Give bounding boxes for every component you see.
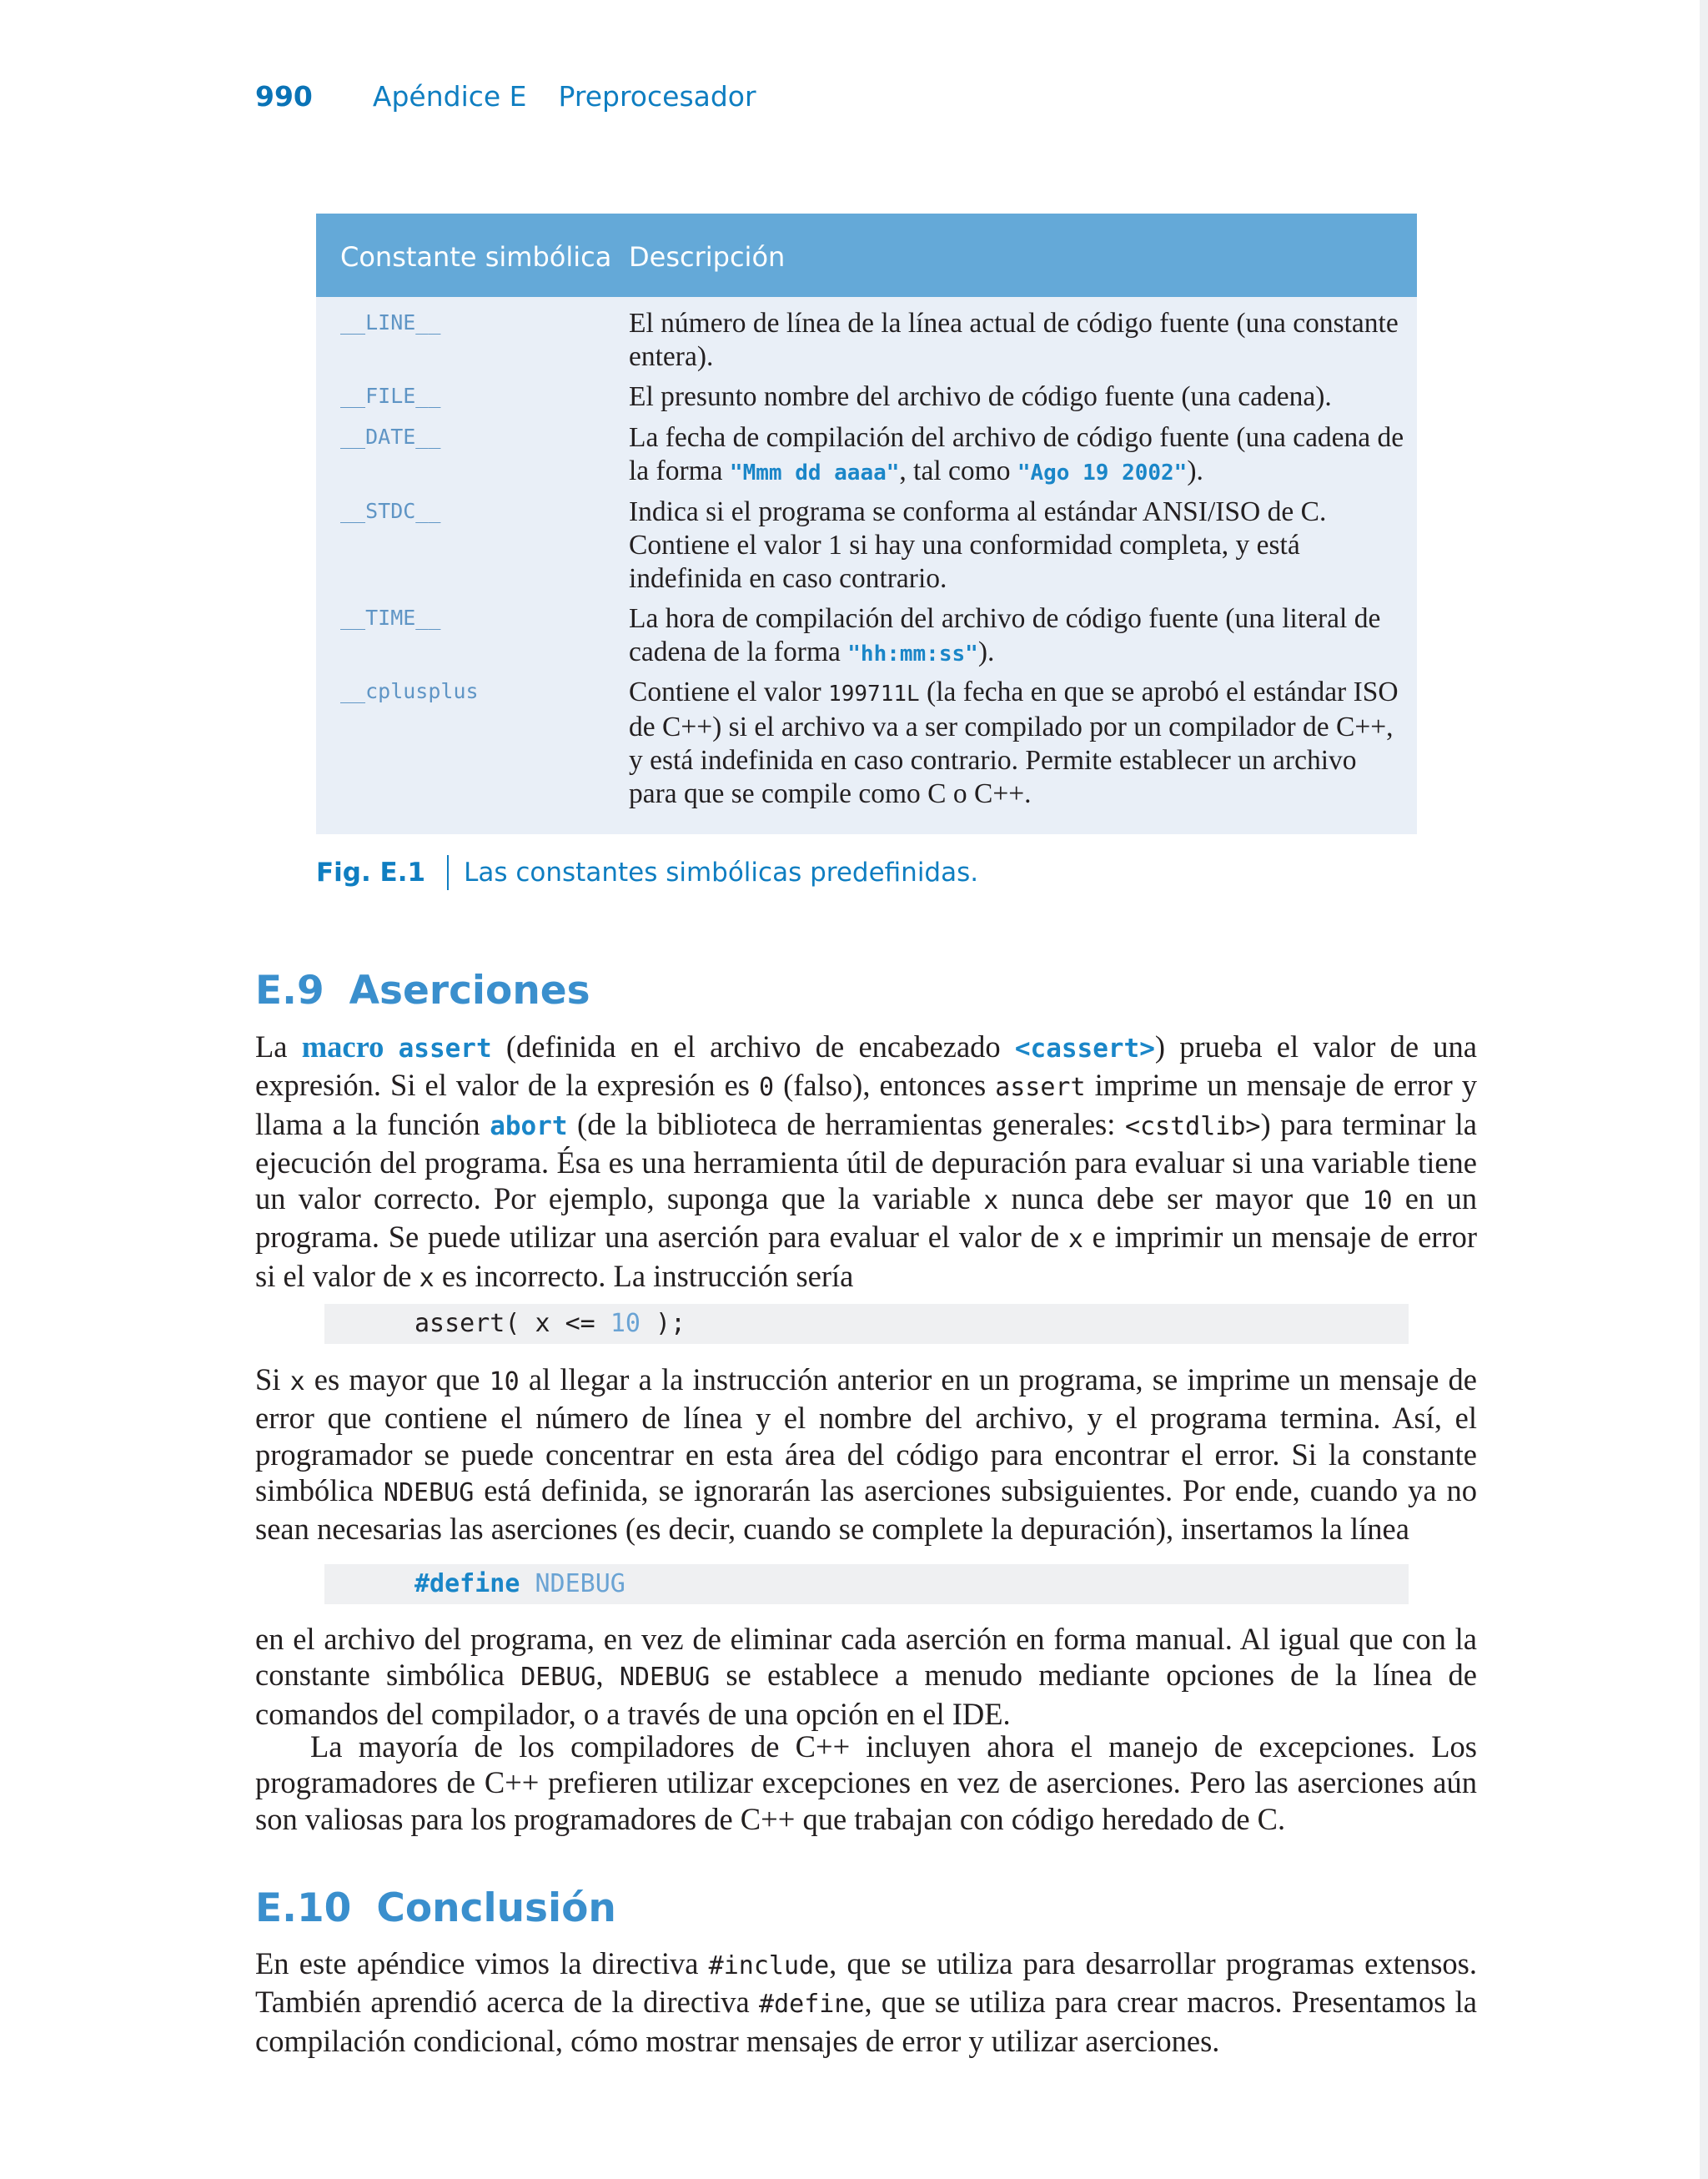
code-block-assert: assert( x <= 10 ); <box>324 1304 1409 1344</box>
description-cell: Indica si el programa se conforma al estándar ANSI/ISO de C. Contiene el valor 1 si hay una conformidad completa, y está indefinida en caso contrario. <box>629 496 1327 594</box>
section-number: E.10 <box>255 1885 352 1931</box>
section-heading-e9 <box>255 968 590 1014</box>
description-cell: Contiene el valor 199711L (la fecha en que se aprobó el estándar ISO de C++) si el archivo va a ser compilado por un compilador de C++, y está indefinida en caso contrario. Permite establecer un archivo para que se compile como C o C++. <box>629 677 1399 809</box>
paragraph-assert-behavior: Si x es mayor que 10 al llegar a la instrucción anterior en un programa, se imprime un mensaje de error que contiene el número de línea y el nombre del archivo, y el programa termina. Así, el programador se puede concentrar en esta área del código para encontrar el error. Si la constante simbólica NDEBUG está definida, se ignorarán las aserciones subsiguientes. Por ende, cuando ya no sean necesarias las aserciones (es decir, cuando se complete la depuración), insertamos la línea <box>255 1362 1477 1547</box>
symbol-cell: __TIME__ <box>340 606 441 630</box>
symbol-cell: __DATE__ <box>340 425 441 449</box>
symbol-cell: __STDC__ <box>340 499 441 523</box>
section-title: Aserciones <box>349 968 590 1014</box>
caption-divider <box>447 855 449 890</box>
symbol-cell: __FILE__ <box>340 384 441 408</box>
table-header <box>316 214 1417 297</box>
symbol-cell: __cplusplus <box>340 679 479 703</box>
section-number: E.9 <box>255 968 324 1014</box>
page-edge <box>1700 0 1708 2179</box>
symbol-cell: __LINE__ <box>340 310 441 335</box>
description-cell: El presunto nombre del archivo de código fuente (una cadena). <box>629 381 1332 412</box>
description-cell: El número de línea de la línea actual de código fuente (una constante entera). <box>629 308 1399 372</box>
header-symbol: Constante simbólica <box>340 241 612 273</box>
description-cell: La hora de compilación del archivo de código fuente (una literal de cadena de la forma "hh:mm:ss"). <box>629 603 1381 667</box>
paragraph-assert-intro: La macro assert (definida en el archivo de encabezado <cassert>) prueba el valor de una expresión. Si el valor de la expresión es 0 (falso), entonces assert imprime un mensaje de error y llama a la función abort (de la biblioteca de herramientas generales: <cstdlib>) para terminar la ejecución del programa. Ésa es una herramienta útil de depuración para evaluar si una variable tiene un valor correcto. Por ejemplo, suponga que la variable x nunca debe ser mayor que 10 en un programa. Se puede utilizar una aserción para evaluar el valor de x e imprimir un mensaje de error si el valor de x es incorrecto. La instrucción sería <box>255 1029 1478 1293</box>
section-title: Conclusión <box>376 1885 616 1931</box>
caption-text: Las constantes simbólicas predefinidas. <box>464 858 979 888</box>
chapter-title: Preprocesador <box>558 80 756 113</box>
chapter-label: Apéndice E <box>372 80 527 113</box>
page-number: 990 <box>255 80 313 113</box>
figure-label: Fig. E.1 <box>316 858 426 888</box>
header-description: Descripción <box>629 241 786 273</box>
paragraph-ndebug: en el archivo del programa, en vez de eliminar cada aserción en forma manual. Al igual que con la constante simbólica DEBUG, NDEBUG se establece a menudo mediante opciones de la línea de comandos del compilador, o a través de una opción en el IDE. <box>255 1622 1477 1731</box>
code-block-define: #define NDEBUG <box>324 1564 1409 1604</box>
paragraph-conclusion: En este apéndice vimos la directiva #include, que se utiliza para desarrollar programas extensos. También aprendió acerca de la directiva #define, que se utiliza para crear macros. Presentamos la compilación condicional, cómo mostrar mensajes de error y utilizar aserciones. <box>255 1946 1477 2058</box>
description-cell: La fecha de compilación del archivo de código fuente (una cadena de la forma "Mmm dd aaaa", tal como "Ago 19 2002"). <box>629 422 1404 486</box>
paragraph-exceptions: La mayoría de los compiladores de C++ incluyen ahora el manejo de excepciones. Los programadores de C++ prefieren utilizar excepciones en vez de aserciones. Pero las aserciones aún son valiosas para los programadores de C++ que trabajan con código heredado de C. <box>255 1729 1477 1836</box>
symbolic-constants-table <box>316 214 1417 834</box>
running-head <box>255 80 756 113</box>
section-heading-e10 <box>255 1885 616 1931</box>
figure-caption <box>316 854 978 891</box>
